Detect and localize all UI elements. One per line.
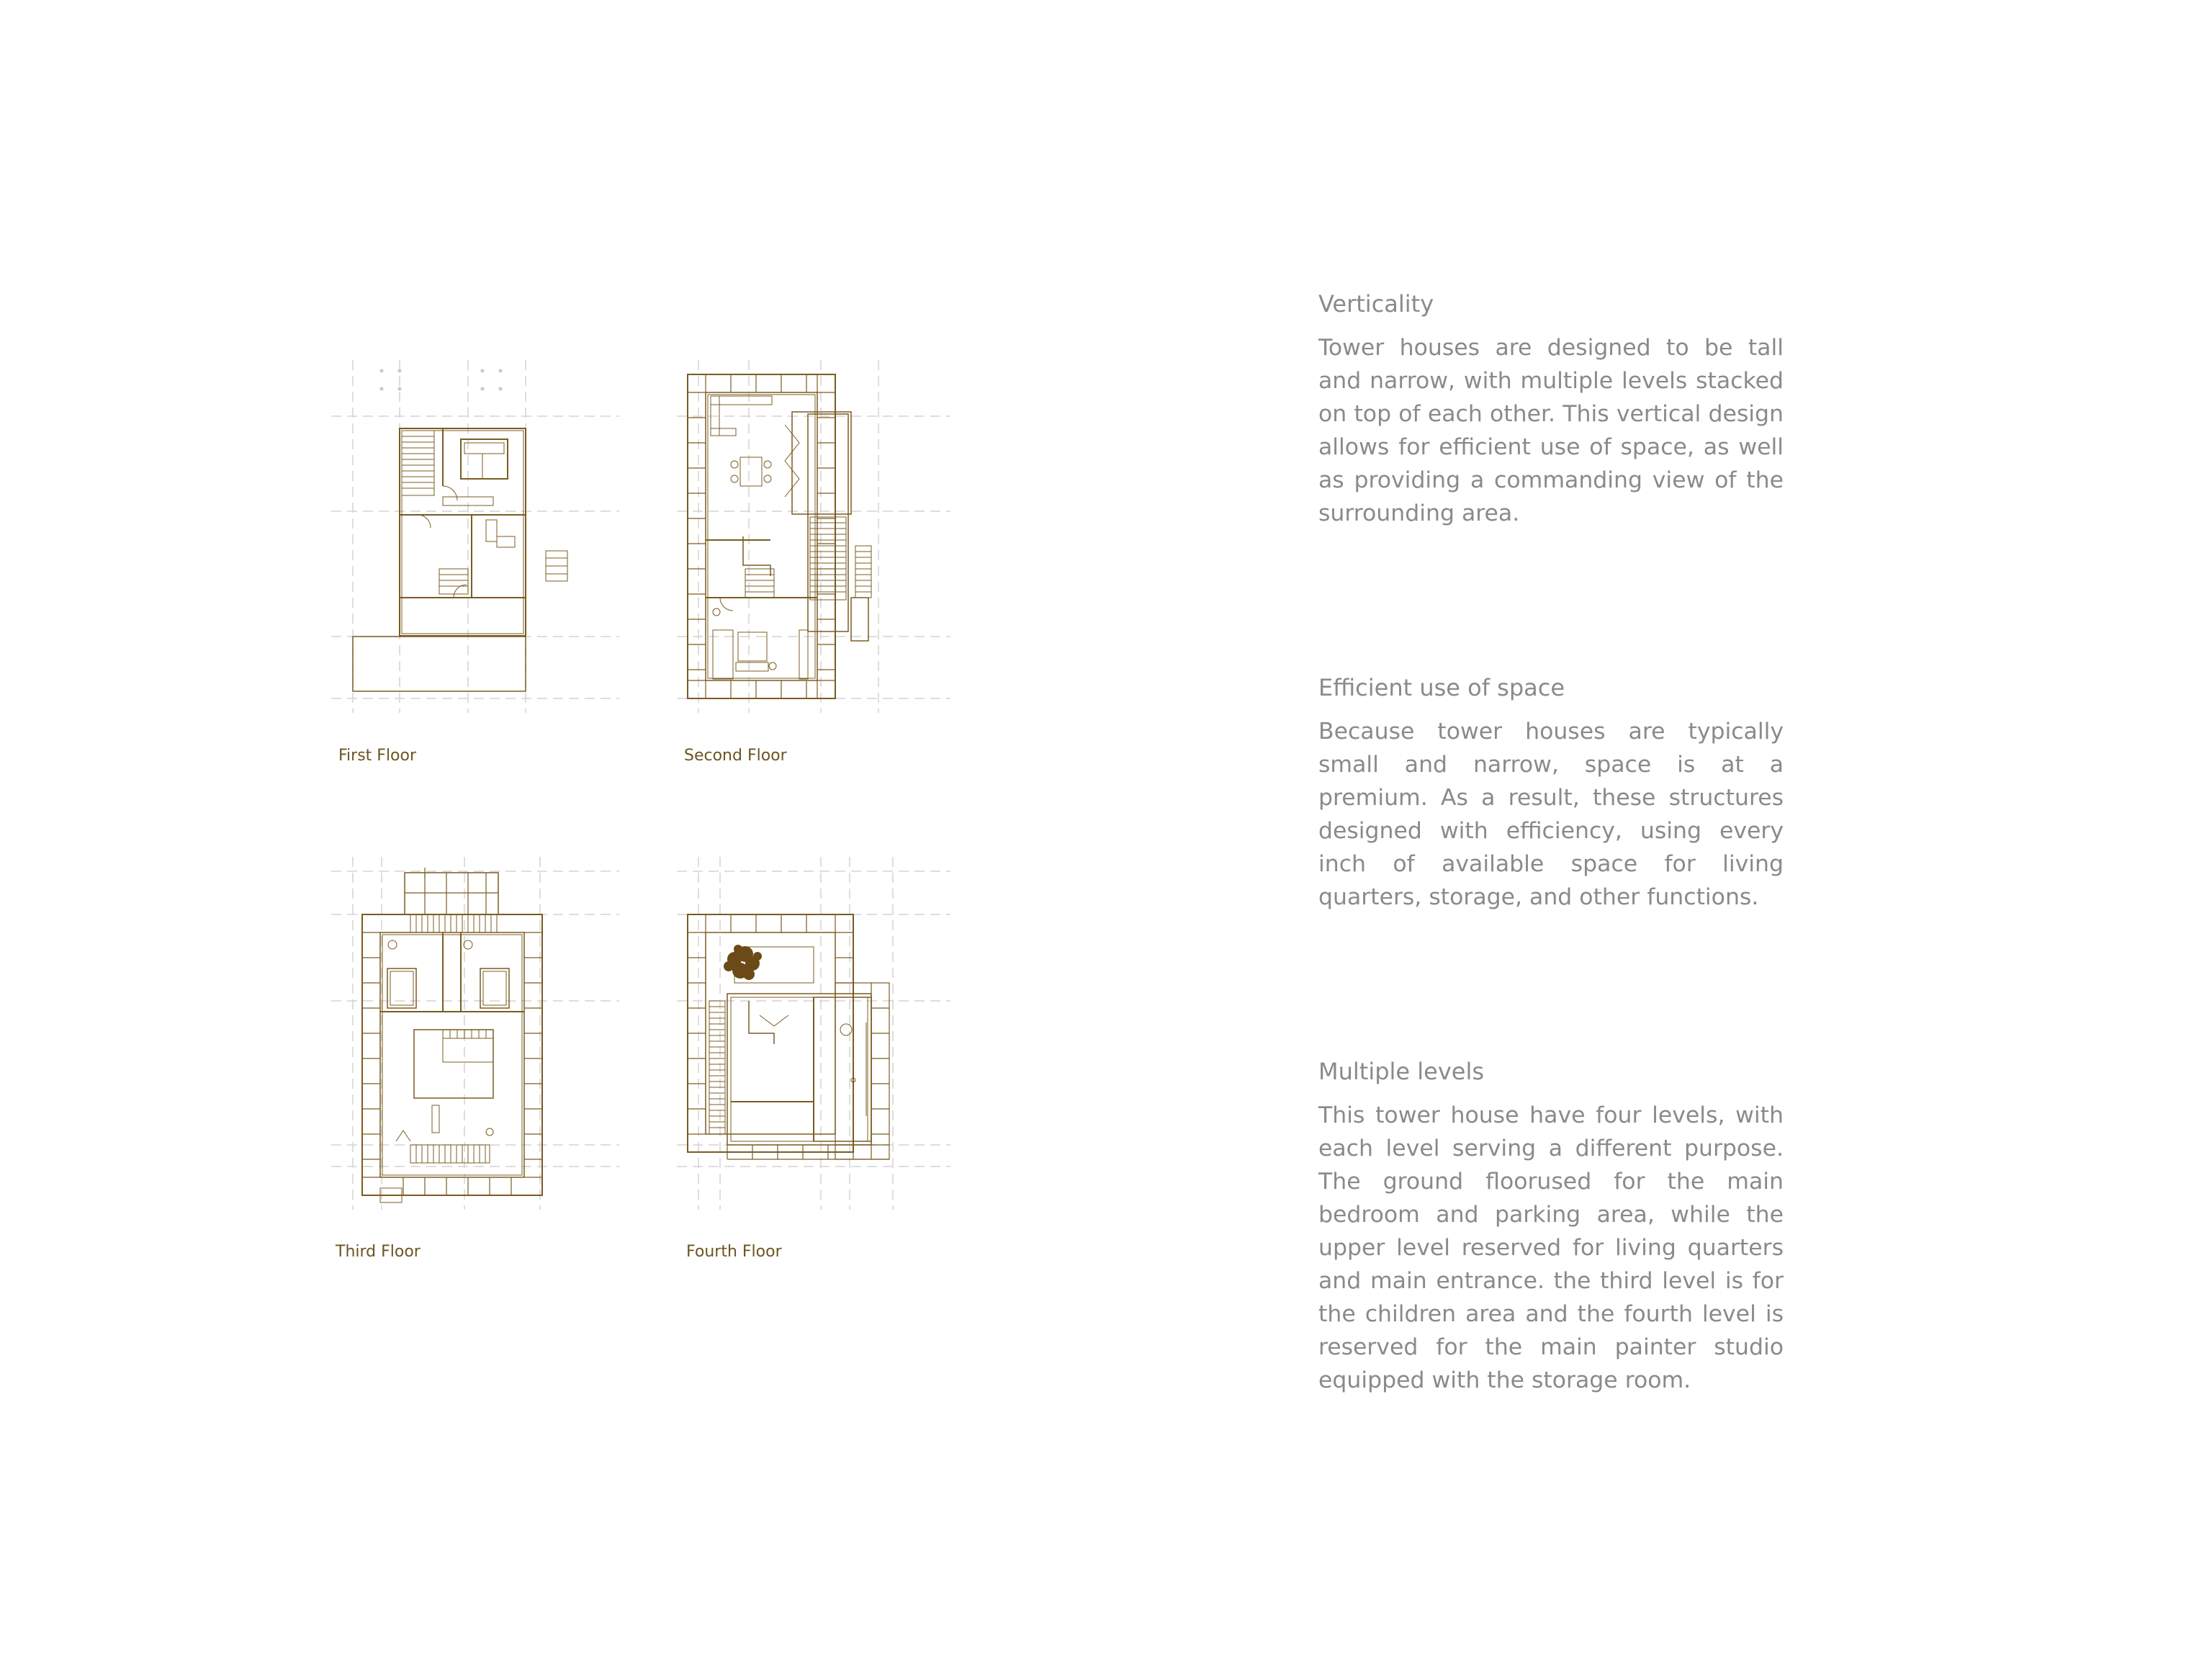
section-multiple-levels: [1318, 1057, 1784, 1397]
fourth-floor-wall-blocks: [688, 914, 889, 1159]
floor-plan-third: [331, 857, 619, 1224]
fourth-floor-stairs: [709, 1001, 725, 1134]
third-floor-stairs: [410, 914, 497, 1163]
section-verticality: [1318, 289, 1784, 530]
first-floor-drawing: [331, 360, 619, 720]
section-body: This tower house have four levels, with each level serving a different purpose. The ground floorused for the main bedroom and parking area, while the upper level reserved for living quarters and main entrance. the third level is for the children area and the fourth level is reserved for the main painter studio equipped with the storage room.: [1318, 1102, 1784, 1393]
tree-icon: [724, 945, 762, 980]
floor-plan-second: [677, 360, 950, 720]
floor-plan-fourth: [677, 857, 950, 1224]
section-body: Because tower houses are typically small and narrow, space is at a premium. As a result, these structures designed with efficiency, using every inch of available space for living quarters, storage, and other functions.: [1318, 719, 1784, 910]
section-title: Efficient use of space: [1318, 674, 1565, 701]
third-floor-label: Third Floor: [336, 1243, 421, 1261]
first-floor-label: First Floor: [338, 747, 417, 765]
section-body: Tower houses are designed to be tall and narrow, with multiple levels stacked on top of each other. This vertical design allows for efficient use of space, as well as providing a commanding view of the surrounding area.: [1318, 335, 1784, 526]
floor-plan-first: [331, 360, 619, 720]
second-floor-wall-blocks: [688, 374, 835, 698]
third-floor-drawing: [331, 857, 619, 1224]
fourth-floor-drawing: [677, 857, 950, 1224]
fourth-floor-label: Fourth Floor: [686, 1243, 782, 1261]
section-title: Multiple levels: [1318, 1058, 1485, 1085]
section-title: Verticality: [1318, 290, 1434, 318]
section-efficient-use-of-space: [1318, 673, 1784, 914]
third-floor-wall-blocks: [362, 868, 542, 1195]
second-floor-drawing: [677, 360, 950, 720]
second-floor-label: Second Floor: [684, 747, 787, 765]
